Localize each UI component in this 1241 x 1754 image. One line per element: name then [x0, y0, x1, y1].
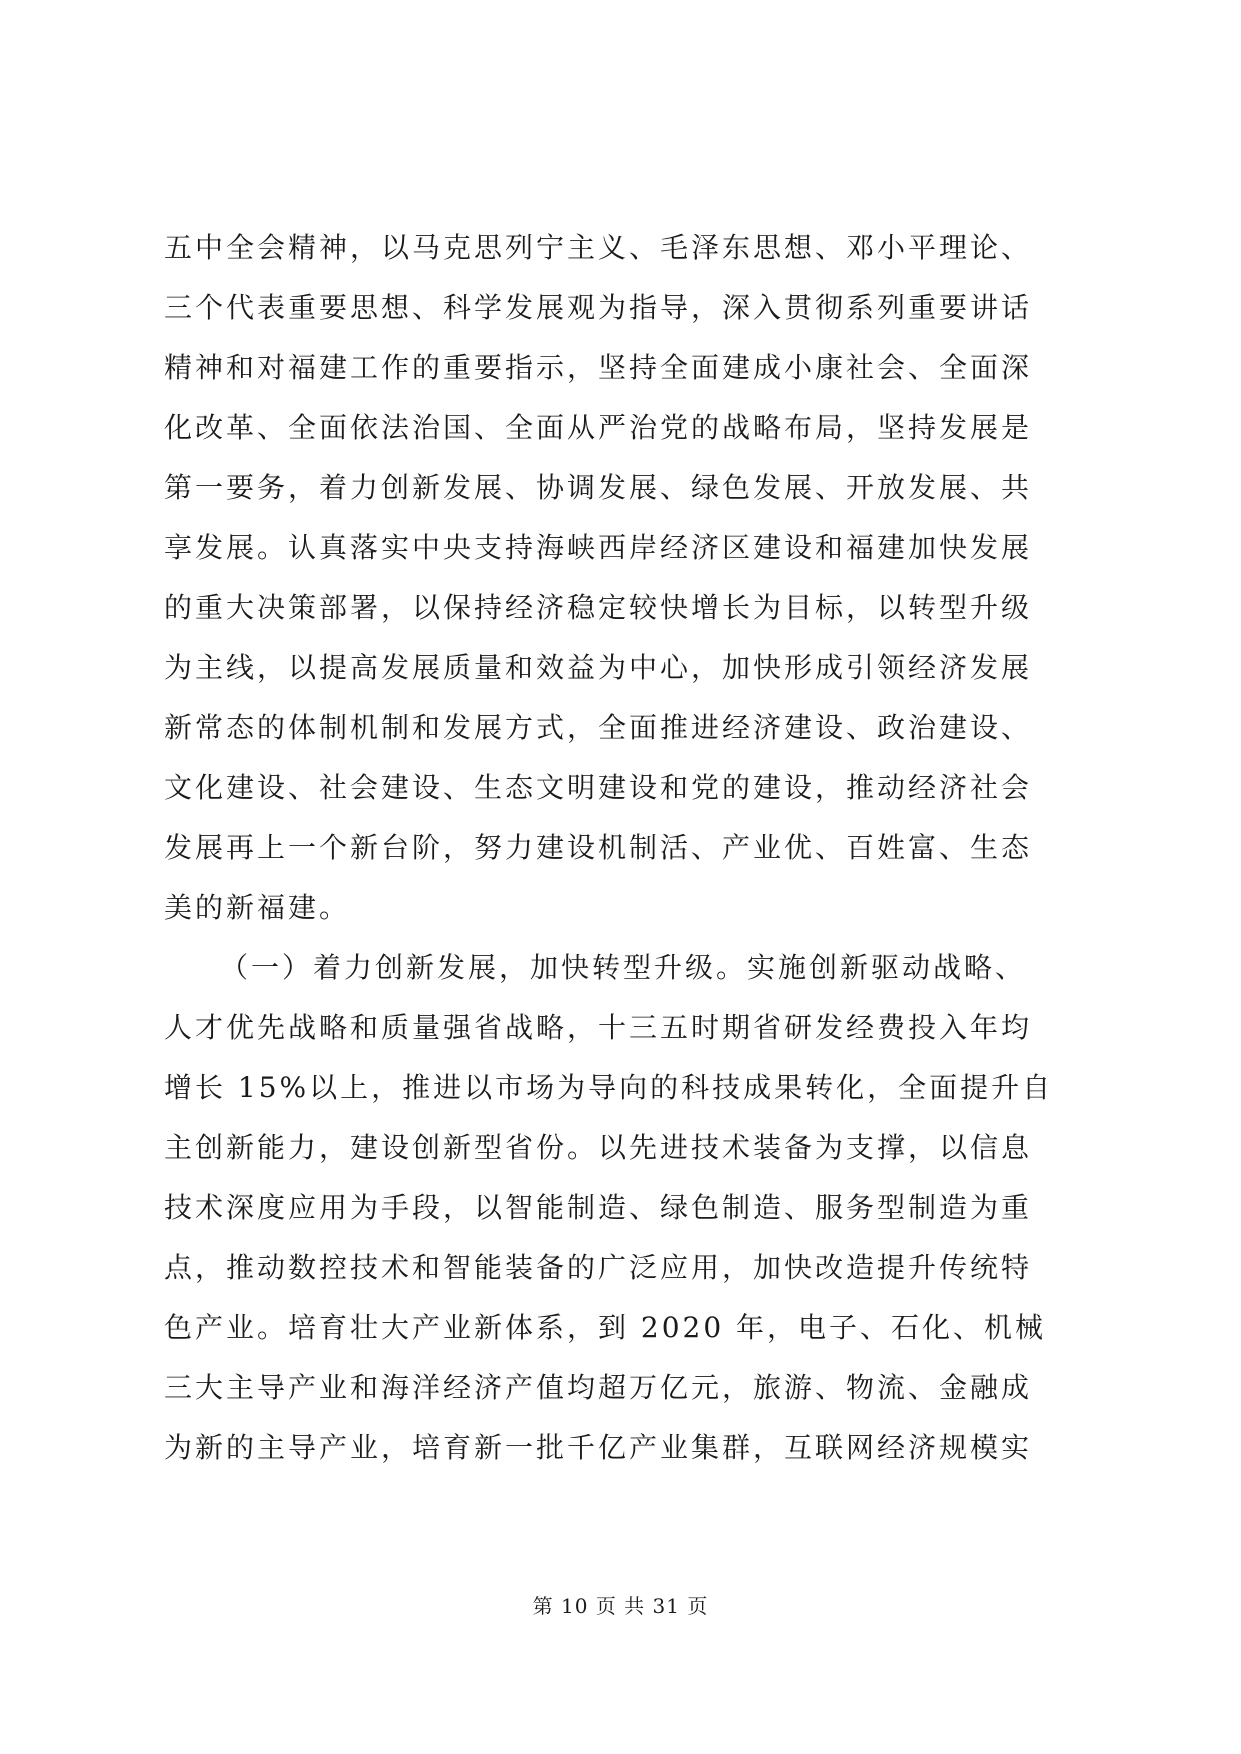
text-line: 五中全会精神，以马克思列宁主义、毛泽东思想、邓小平理论、 [164, 231, 1033, 264]
text-line: 为新的主导产业，培育新一批千亿产业集群，互联网经济规模实 [164, 1431, 1033, 1464]
text-line: 人才优先战略和质量强省战略，十三五时期省研发经费投入年均 [164, 1011, 1033, 1044]
paragraph-1 [164, 218, 1084, 938]
text-line: 三个代表重要思想、科学发展观为指导，深入贯彻系列重要讲话 [164, 291, 1033, 324]
text-line: 色产业。培育壮大产业新体系，到 2020 年，电子、石化、机械 [164, 1311, 1047, 1344]
text-line: 技术深度应用为手段，以智能制造、绿色制造、服务型制造为重 [164, 1191, 1033, 1224]
text-line: 点，推动数控技术和智能装备的广泛应用，加快改造提升传统特 [164, 1251, 1033, 1284]
text-line: 增长 15%以上，推进以市场为导向的科技成果转化，全面提升自 [164, 1071, 1054, 1104]
paragraph-2 [164, 938, 1084, 1478]
text-line: 化改革、全面依法治国、全面从严治党的战略布局，坚持发展是 [164, 411, 1033, 444]
text-line: 为主线，以提高发展质量和效益为中心，加快形成引领经济发展 [164, 651, 1033, 684]
text-line: 主创新能力，建设创新型省份。以先进技术装备为支撑，以信息 [164, 1131, 1033, 1164]
text-line: 美的新福建。 [164, 891, 351, 924]
text-line: 第一要务，着力创新发展、协调发展、绿色发展、开放发展、共 [164, 471, 1033, 504]
text-line: 的重大决策部署，以保持经济稳定较快增长为目标，以转型升级 [164, 591, 1033, 624]
text-line: 发展再上一个新台阶，努力建设机制活、产业优、百姓富、生态 [164, 831, 1033, 864]
text-line: 享发展。认真落实中央支持海峡西岸经济区建设和福建加快发展 [164, 531, 1033, 564]
page-number-footer: 第 10 页 共 31 页 [532, 1594, 709, 1618]
document-body [164, 218, 1084, 1478]
text-line-indented: （一）着力创新发展，加快转型升级。实施创新驱动战略、 [220, 951, 1027, 984]
text-line: 新常态的体制机制和发展方式，全面推进经济建设、政治建设、 [164, 711, 1033, 744]
text-line: 精神和对福建工作的重要指示，坚持全面建成小康社会、全面深 [164, 351, 1033, 384]
text-line: 三大主导产业和海洋经济产值均超万亿元，旅游、物流、金融成 [164, 1371, 1033, 1404]
text-line: 文化建设、社会建设、生态文明建设和党的建设，推动经济社会 [164, 771, 1033, 804]
